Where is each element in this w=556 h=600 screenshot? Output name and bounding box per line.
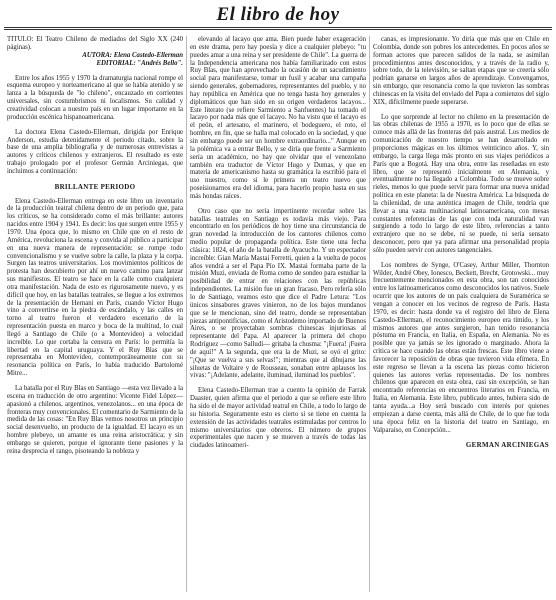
article-paragraph: elevando al lacayo que ama. Bien puede haber exageración en este drama, pero hay poesía y dice a cualquier plebeyo: "tu puedes amar a una reina y ser presidente de Chile". La guerra de la Independencia americana nos había familiarizado con estos Ruy Blas, que han aprovechado la ocasión de un sacudimiento social para manifestarse, tomar un fusil y acabar una campaña siendo generales, gobernadores, representantes del pueblo, y no hay república en América que no tenga hasta hoy generales y diplomáticos que han sido en su origen verdaderos lacayos... Este literato (se refiere Sarmiento a Sanfuentes) ha tomado el lacayo por nada más que el lacayo. No ha visto que el lacayo es el peón, el artesano, el marinero, el bodeguero, el roto, el hombre, en fin, que se halla mal colocado en la sociedad, y que sin embargo puede ser un hombre extraordinario..." Aunque en la polémica va a entrar Bello, y se diría que frente a Sarmiento sería un académico, no hay que olvidar que el venezolano también era traductor de Víctor Hugo y Dumas, y que en materia de americanismo hasta su gramática la escribió para el uso nuestro, como si le primera un teatro nuevo que poseísionarnos era del idioma, para hacerlo propio hasta en sus más hondas raíces. — [190, 36, 366, 200]
author-signature: GERMAN ARCINIEGAS — [465, 441, 549, 450]
article-paragraph: La batalla por el Ruy Blas en Santiago —esta vez llevado a la escena en traducción de otro argentino: Vicente Fidel López— apasionó a chilenos, argentinos, venezolanos... en una época de fronteras muy convencionales. El comentario de Sarmiento de la medida de las cosas: "En Ruy Blas vemos nosotros un principio social desenvuelto, un producto de la igualdad. El lacayo es un hombre plebeyo, un amante es una reina aristocrática; y sin embargo se quieren, porque el ignorante tiene pasiones y la reina desprecia el rango, pisoteando la nobleza y — [7, 385, 183, 455]
article-subhead: BRILLANTE PERIODO — [54, 182, 136, 191]
article-paragraph: canas, es impresionante. Yo diría que más que en Chile en Colombia, donde son pobres los antecedentes. En pocos años se forman actores que parecen salidos de la nada, se asimilan procedimientos antes desconocidos, y a través de la radio y, sobre todo, de la televisión, se saltan etapas que se creería sólo podrían ganarse en largos años de aprendizaje. Convengamos, sin embargo, que resonancia como la que tuvieron las sombras chinescas en la visita del enviado del Papa a comienzos del siglo XIX, difícilmente puede superarse. — [373, 36, 549, 106]
article-paragraph: Otro caso que no sería impertinente recordar sobre las batallas teatrales en Santiago es todavía más viejo. Para encontrarlo en los periódicos de hoy tiene una circunstancia de gran novedad la introducción de los cantores chilenos como medio popular de propaganda política. Este tiene una fecha clásica: 1824, el año de la batalla de Ayacucho. Y un espectador increíble: Gian María Mastai Ferretti, quien a la vuelta de pocos años vendrá a ser el Papa Pío IX. Mastai formaba parte de la misión Muzi, enviada de Roma como de sondeo para estudiar la posibilidad de entrar en relaciones con las repúblicas independientes. La misión fue un gran fracaso. Pero refería sólo lo de Santiago, veamos esto que dice el Padre Letura: "Los únicos sinsabores graves vinieron, no de los bajos mundanos que se le mencionan, sino del teatro, donde se representaban piezas antipontificias, como el Aristodemo importado de Buenos Aires, o se proyectaban sombras chinescas injuriosas al representante del Papa. Al aparecer la primera del chopo Rodríguez —como Salludí— gritaba la chusma: "¡Fuera! ¡Fuera de aquí!" A la segunda, que era la de Muzi, se oyó el grito: "¡Que se vuelva a sus selvas!"; mientras que al dibujarse las siluetas de Voltaire y de Rousseau, sonaban entre aplausos los vivas: "¡Adelante, adelante, iluminad, iluminad los pueblos". — [190, 207, 366, 380]
masthead-rule-secondary — [4, 29, 552, 30]
book-metadata — [7, 36, 183, 68]
book-publisher: EDITORIAL: "Andrés Bello". — [96, 59, 183, 67]
masthead-rule — [4, 27, 552, 28]
section-title: El libro de hoy — [216, 4, 340, 25]
article-paragraph: Los nombres de Synge, O'Casey, Arthur Miller, Thornton Wilder, André Obey, Ionesco, Beckett, Brecht, Grotowski... muy frecuentemente mencionados en esta obra, son tan conocidos entre los latinoamericanos como desconocidos los nativos. Suele ocurrir que los autores de un país cualquiera de Suramérica se vengan a conocer en los vecinos de regreso de París. Hasta 1970, es decir: hasta donde va el registro del libro de Elena Castedo-Ellerman, el reconocimiento europeo era tímido, y los mismos autores que antes surgieron, han tenido resonancia póstuma en Francia, en Italia, en España, en Alemania. No es posible que ya jamás se les ignorado o marginado. Ahora la crítica se hace cuando las obras están frescas. Este libro viene a favorecer la reposición de obras que tuvieron vida efímera. En este regreso se llevan a la escena las piezas como hicieron quienes las autores verlas representadas. De los nombres chilenos que aparecen en esta obra, casi sin excepción, se han encontrado referencias en encuentros literarios en Francia, en Italia, en Alemania. Este libro, publicado antes, hubiera sido de tanta ayuda...a Hoy será buscado con interés por quienes empiezan a darse cuenta, más allá de Chile, de lo que fue toda una época feliz en la historia del teatro en Santiago, en Valparaíso, en Concepción... — [373, 261, 549, 434]
article-column-2 — [190, 36, 366, 596]
article-paragraph: Elena Castedo-Ellerman entrega en este libro un inventario de la producción teatral chilena dentro de un periodo que, para los críticos, se ha considerado como el más brillante: autores nacidos entre 1904 y 1941. Es decir: los que surgen entre 1955 y 1970. Una época que, lo mismo en Chile que en el resto de América, revoluciona la escena y convida al público a participar en una nueva manera de representación: se rompe todo convencionalismo y se vuelve sobre la calle, la plaza y la corpa. Surgen las teatros universitarios. Los movimientos políticos de protesta han descubierto por ahí un nuevo camino para lanzar sus manifiestos. El teatro se hace en la calle como cualquiera otra manifestación. Nada de esto es rigurosamente nuevo, y es difícil que hoy, en las batallas teatrales, se llegue a los extremos de la presentación de Hernani en París, cuando Víctor Hugo vino a convertirse en la piedra de escándalo, y las calles en torno al teatro fueron el verdadero escenario de la representación puesta en marco y boca de la multitud, lo cual llegó a Santiago de Chile (o a Montevideo) a velocidad increíble. Lo que cortaba la censura en París: lo permitía la libertad en la capital uruguaya. Y el Ruy Blas que se representaba en Montevideo, contemporáneamente con su resonancia política en París, lo había traducido Bartolomé Mitre... — [7, 197, 183, 378]
article-column-1 — [7, 36, 183, 596]
section-masthead — [0, 0, 556, 28]
column-divider — [369, 36, 370, 592]
book-author: AUTORA: Elena Castedo-Ellerman — [82, 51, 183, 59]
column-divider — [186, 36, 187, 592]
article-paragraph: Elena Castedo-Ellerman trae a cuento la opinión de Farrak Daaster, quien afirma que el periodo a que se refiere este libro ha sido el de mayor actividad teatral en Chile, a todo lo largo de su historia. Seguramente esto es cierto si se tiene en cuenta la extensión de las actividades teatrales estimuladas por centros lo mismo universitarios que obreros. El número de grupos experimentales que nacen y se mueven a través de todas las ciudades latinoameri- — [190, 387, 366, 450]
article-paragraph: Lo que sorprende al lector no chileno en la presentación de las obras chilenas de 1955 a 1970, es lo poco que de ellas se conoce más allá de las fronteras del país austral. Los medios de comunicación de nuestro tiempo se han desarrollado en proporciones mágicas en los últimos veinticinco años. Y, sin embargo, la carga llega más pronto en sus viajes periódicos a París que a Bogotá. Hay una obra, entre las reseñadas en este libro, que se representó inicialmente en Alemania, y eventualmente no ha llegado a Colombia. Todo se mueve sobre rieles, menos lo que puede servir para formar una nueva unidad política en este planeta: la de Nuestra América. La búsqueda de la chilenidad, de una auténtica imagen de Chile, tendría que llevar a una vasta multinacional latinoamericana, con mesas constantes referencias de las que con toda naturalidad van surgiendo a todo lo largo de este libro, referencias a tanto extranjero que no se debe, ni se puede, ni sería sensato desconocer, pero que ya para afirmar una personalidad propia sólo pueden servir con autores tangenciales. — [373, 113, 549, 254]
article-column-3 — [373, 36, 549, 596]
article-paragraph: Entre los años 1955 y 1970 la dramaturgia nacional rompe el esquema europeo y norteamericano al que se había atenido y se lanza a la búsqueda de "lo chileno", encauzado en corrientes universales, sin costumbrismos ni localismos. Su calidad y creatividad colocan a nuestro país en un lugar importante en la producción escénica hispanoamericana. — [7, 74, 183, 121]
book-title: TITULO: El Teatro Chileno de mediados del Siglo XX (240 páginas). — [7, 36, 183, 51]
article-paragraph: La doctora Elena Castedo-Ellerman, dirigida por Enrique Anderson, estudia detenidamente el periodo citado, sobre la base de una amplia bibliografía y de numerosas entrevistas a autores y críticos chilenos y extranjeros. El resultado es este trabajo prologado por el profesor Germán Arciniegas, que incluimos a continuación: — [7, 128, 183, 175]
